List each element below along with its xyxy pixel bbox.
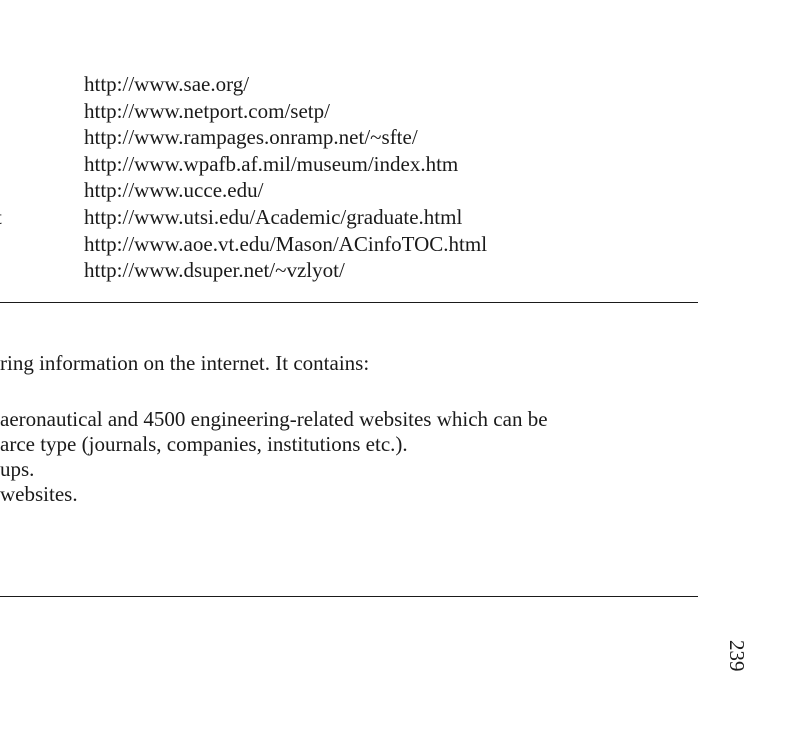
- url-link[interactable]: http://www.sae.org/: [84, 72, 250, 96]
- url-link[interactable]: http://www.wpafb.af.mil/museum/index.htm: [84, 151, 459, 176]
- list-item: aeronautical and 4500 engineering-related websites which can be: [0, 407, 548, 431]
- url-link[interactable]: http://www.utsi.edu/Academic/graduate.html: [84, 204, 463, 229]
- url-link[interactable]: http://www.ucce.edu/: [84, 178, 264, 203]
- list-item: arce type (journals, companies, institutions etc.).: [0, 432, 408, 456]
- list-item: ups.: [0, 457, 35, 481]
- box-bottom-rule: [0, 596, 698, 597]
- url-link[interactable]: http://www.rampages.onramp.net/~sfte/: [84, 125, 418, 150]
- list-item: websites.: [0, 482, 78, 506]
- url-link[interactable]: http://www.aoe.vt.edu/Mason/ACinfoTOC.html: [84, 231, 488, 256]
- intro-paragraph: ring information on the internet. It contains:: [0, 351, 370, 375]
- url-link[interactable]: http://www.dsuper.net/~vzlyot/: [84, 258, 345, 283]
- url-list: [84, 71, 487, 284]
- table-bottom-rule: [0, 302, 698, 303]
- cropped-table-label: [0, 204, 2, 231]
- page-number: 239: [725, 640, 749, 672]
- url-link[interactable]: http://www.netport.com/setp/: [84, 98, 330, 123]
- contents-list: [0, 407, 548, 507]
